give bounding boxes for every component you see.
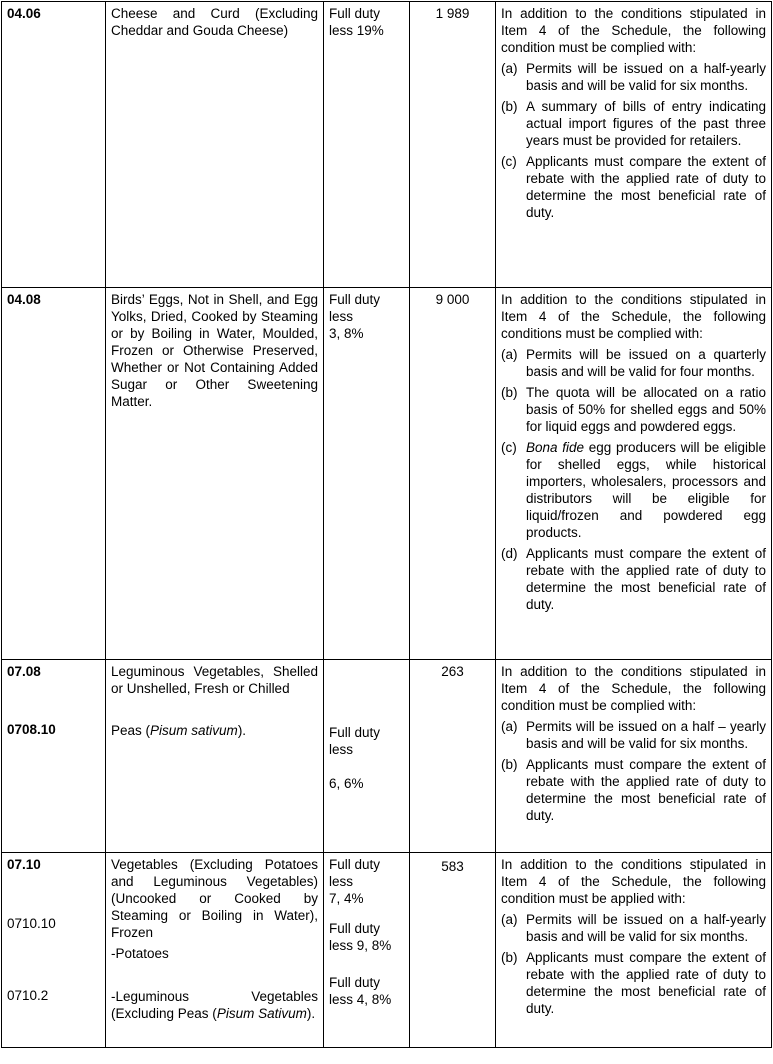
subitem-description: -Leguminous Vegetables (Excluding Peas (Pisum Sativum). bbox=[111, 989, 318, 1021]
rebate-text: Full duty less bbox=[329, 725, 381, 757]
conditions-intro: In addition to the conditions stipulated in Item 4 of the Schedule, the following condition must be complied with: bbox=[501, 664, 766, 713]
condition-text: egg producers will be eligible for shelled eggs, while historical importers, wholesalers, processors and distributors will be eligible for liquid/frozen and powdered egg products. bbox=[526, 440, 767, 540]
condition-label: (c) bbox=[501, 154, 517, 169]
condition-text: The quota will be allocated on a ratio basis of 50% for shelled eggs and 50% for liquid eggs and powdered eggs. bbox=[526, 385, 766, 434]
tariff-code-cell bbox=[2, 853, 106, 1048]
quantity-value: 9 000 bbox=[435, 292, 470, 307]
rebate-text: Full duty less 9, 8% bbox=[329, 921, 392, 953]
condition-label: (d) bbox=[501, 546, 518, 561]
condition-item bbox=[501, 439, 766, 541]
tariff-subcode: 0710.10 bbox=[7, 916, 56, 931]
condition-item bbox=[501, 153, 766, 221]
condition-label: (a) bbox=[501, 347, 518, 362]
tariff-code-cell bbox=[2, 2, 106, 288]
condition-item bbox=[501, 60, 766, 94]
condition-text: Permits will be issued on a half-yearly basis and will be valid for six months. bbox=[526, 912, 766, 944]
rebate-text: Full duty less 4, 8% bbox=[329, 975, 392, 1007]
condition-item bbox=[501, 949, 766, 1017]
table-row bbox=[2, 288, 772, 660]
condition-label: (b) bbox=[501, 950, 518, 965]
tariff-code: 04.08 bbox=[7, 292, 41, 307]
rebate-text: Full duty less 19% bbox=[329, 6, 384, 38]
rebate-text: Full duty less bbox=[329, 292, 381, 324]
tariff-code: 07.10 bbox=[7, 857, 41, 872]
tariff-code: 04.06 bbox=[7, 6, 41, 21]
subitem-description: -Potatoes bbox=[111, 946, 169, 961]
condition-item bbox=[501, 718, 766, 752]
condition-label: (b) bbox=[501, 99, 518, 114]
condition-text: Permits will be issued on a quarterly basis and will be valid for four months. bbox=[526, 347, 766, 379]
quantity-value: 263 bbox=[441, 664, 464, 679]
quantity-cell bbox=[410, 853, 496, 1048]
rebate-cell bbox=[324, 660, 410, 853]
conditions-intro: In addition to the conditions stipulated in Item 4 of the Schedule, the following condition must be applied with: bbox=[501, 857, 766, 906]
condition-italic-text: Bona fide bbox=[526, 440, 585, 455]
conditions-cell bbox=[496, 2, 772, 288]
tariff-subcode: 0708.10 bbox=[7, 722, 56, 737]
condition-label: (a) bbox=[501, 61, 518, 76]
description-text: Birds’ Eggs, Not in Shell, and Egg Yolks, Dried, Cooked by Steaming or by Boiling in Water, Moulded, Frozen or Otherwise Preserved, Whether or Not Containing Added Sugar or Other Sweetening Matter. bbox=[111, 292, 318, 409]
condition-text: Applicants must compare the extent of rebate with the applied rate of duty to determine the most beneficial rate of duty. bbox=[526, 950, 766, 1016]
condition-label: (b) bbox=[501, 385, 518, 400]
conditions-cell bbox=[496, 288, 772, 660]
quantity-cell bbox=[410, 288, 496, 660]
condition-text: Applicants must compare the extent of rebate with the applied rate of duty to determine the most beneficial rate of duty. bbox=[526, 154, 766, 220]
condition-label: (c) bbox=[501, 440, 517, 455]
quantity-value: 583 bbox=[441, 859, 464, 874]
condition-item bbox=[501, 911, 766, 945]
condition-item bbox=[501, 756, 766, 824]
quantity-cell bbox=[410, 2, 496, 288]
condition-label: (a) bbox=[501, 719, 518, 734]
tariff-code: 07.08 bbox=[7, 664, 41, 679]
conditions-intro: In addition to the conditions stipulated in Item 4 of the Schedule, the following condition must be complied with: bbox=[501, 6, 766, 55]
tariff-rebate-table bbox=[1, 1, 772, 1048]
conditions-cell bbox=[496, 853, 772, 1048]
subitem-description: Peas (Pisum sativum). bbox=[111, 723, 247, 738]
rebate-cell bbox=[324, 2, 410, 288]
description-text: Vegetables (Excluding Potatoes and Leguminous Vegetables) (Uncooked or Cooked by Steaming or Boiling in Water), Frozen bbox=[111, 857, 318, 940]
condition-label: (b) bbox=[501, 757, 518, 772]
rebate-percent: 3, 8% bbox=[329, 326, 364, 341]
condition-item bbox=[501, 346, 766, 380]
condition-item bbox=[501, 384, 766, 435]
table-row bbox=[2, 660, 772, 853]
condition-text: Applicants must compare the extent of rebate with the applied rate of duty to determine the most beneficial rate of duty. bbox=[526, 757, 766, 823]
tariff-code-cell bbox=[2, 660, 106, 853]
conditions-intro: In addition to the conditions stipulated in Item 4 of the Schedule, the following conditions must be complied with: bbox=[501, 292, 766, 341]
rebate-percent: 7, 4% bbox=[329, 891, 364, 906]
rebate-cell bbox=[324, 853, 410, 1048]
condition-text: A summary of bills of entry indicating actual import figures of the past three years must be provided for retailers. bbox=[526, 99, 766, 148]
condition-text: Permits will be issued on a half – yearly basis and will be valid for six months. bbox=[526, 719, 766, 751]
description-cell bbox=[106, 660, 324, 853]
description-cell bbox=[106, 853, 324, 1048]
tariff-subcode: 0710.2 bbox=[7, 988, 49, 1003]
condition-item bbox=[501, 545, 766, 613]
tariff-code-cell bbox=[2, 288, 106, 660]
condition-label: (a) bbox=[501, 912, 518, 927]
quantity-cell bbox=[410, 660, 496, 853]
description-text: Leguminous Vegetables, Shelled or Unshelled, Fresh or Chilled bbox=[111, 664, 318, 696]
table-row bbox=[2, 853, 772, 1048]
condition-item bbox=[501, 98, 766, 149]
rebate-cell bbox=[324, 288, 410, 660]
table-row bbox=[2, 2, 772, 288]
condition-text: Applicants must compare the extent of rebate with the applied rate of duty to determine the most beneficial rate of duty. bbox=[526, 546, 766, 612]
description-cell bbox=[106, 2, 324, 288]
rebate-percent: 6, 6% bbox=[329, 776, 364, 791]
description-text: Cheese and Curd (Excluding Cheddar and Gouda Cheese) bbox=[111, 6, 318, 38]
condition-text: Permits will be issued on a half-yearly basis and will be valid for six months. bbox=[526, 61, 766, 93]
quantity-value: 1 989 bbox=[435, 6, 470, 21]
description-cell bbox=[106, 288, 324, 660]
conditions-cell bbox=[496, 660, 772, 853]
rebate-text: Full duty less bbox=[329, 857, 381, 889]
